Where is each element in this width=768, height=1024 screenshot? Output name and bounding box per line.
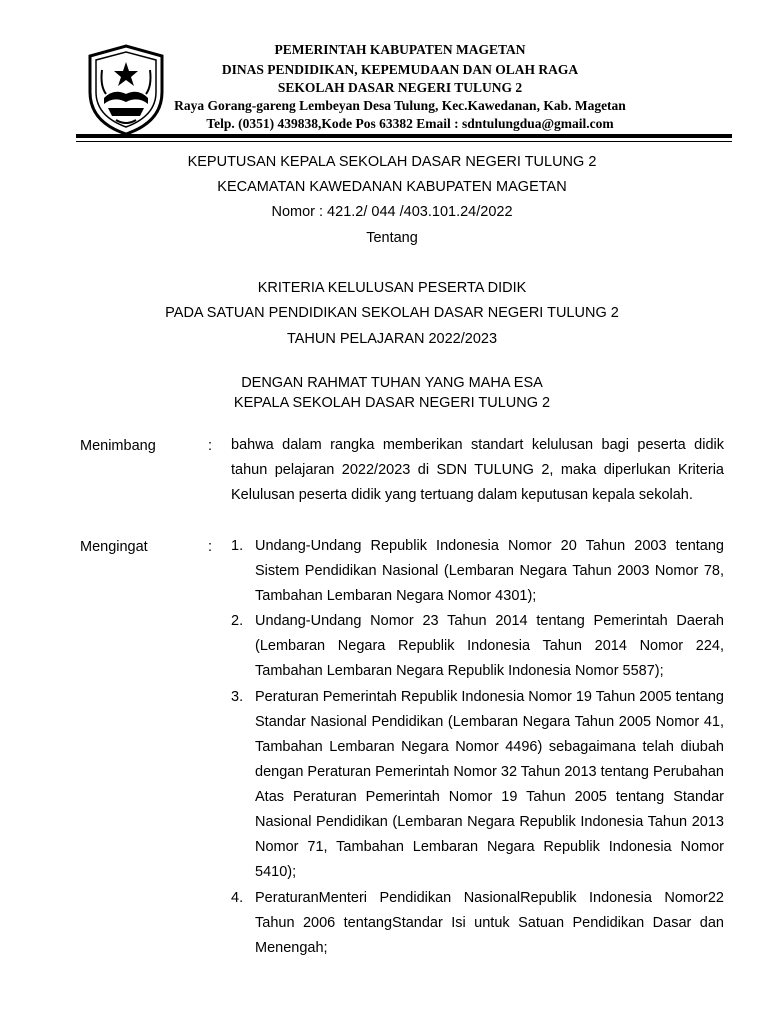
decree-about: Tentang — [366, 230, 418, 246]
decree-invocation: DENGAN RAHMAT TUHAN YANG MAHA ESA — [241, 375, 543, 391]
decree-academic-year: TAHUN PELAJARAN 2022/2023 — [286, 331, 498, 347]
mengingat-label: Mengingat — [80, 539, 148, 555]
list-item: Undang-Undang Nomor 23 Tahun 2014 tentang Pemerintah Daerah (Lembaran Negara Republik Indonesia Tahun 2014 Nomor 224, Tambahan Lembaran Negara Republik Indonesia Nomor 5587); — [255, 613, 724, 679]
list-item: PeraturanMenteri Pendidikan NasionalRepublik Indonesia Nomor22 Tahun 2006 tentangStandar Isi untuk Satuan Pendidikan Dasar dan Menengah; — [255, 890, 724, 956]
list-item-number: 2. — [231, 613, 244, 629]
letterhead-department: DINAS PENDIDIKAN, KEPEMUDAAN DAN OLAH RAGA — [221, 62, 579, 77]
letterhead-school: SEKOLAH DASAR NEGERI TULUNG 2 — [277, 80, 523, 95]
decree-number: Nomor : 421.2/ 044 /403.101.24/2022 — [271, 204, 513, 220]
letterhead-address: Raya Gorang-gareng Lembeyan Desa Tulung, Kec.Kawedanan, Kab. Magetan — [174, 98, 626, 113]
list-item-number: 3. — [231, 689, 244, 705]
menimbang-text: bahwa dalam rangka memberikan standart kelulusan bagi peserta didik tahun pelajaran 2022/2023 di SDN TULUNG 2, maka diperlukan Kriteria Kelulusan peserta didik yang tertuang dalam keputusan kepala sekolah. — [231, 437, 724, 503]
letterhead-divider-thin — [76, 141, 732, 142]
menimbang-label: Menimbang — [80, 438, 156, 454]
list-item-number: 4. — [231, 890, 244, 906]
letterhead-divider-thick — [76, 134, 732, 138]
mengingat-colon: : — [208, 539, 213, 555]
letterhead-contact: Telp. (0351) 439838,Kode Pos 63382 Email : sdntulungdua@gmail.com — [206, 116, 614, 131]
list-item: Peraturan Pemerintah Republik Indonesia Nomor 19 Tahun 2005 tentang Standar Nasional Pendidikan (Lembaran Negara Tahun 2005 Nomor 41, Tambahan Lembaran Negara Nomor 4496) sebagaimana telah diubah dengan Peraturan Pemerintah Nomor 32 Tahun 2013 tentang Perubahan Atas Peraturan Pemerintah Nomor 19 Tahun 2005 tentang Standar Nasional Pendidikan (Lembaran Negara Republik Indonesia Tahun 2013 Nomor 71, Tambahan Lembaran Negara Republik Indonesia Nomor 5410); — [255, 689, 724, 880]
list-item-number: 1. — [231, 538, 244, 554]
decree-subject: KRITERIA KELULUSAN PESERTA DIDIK — [257, 280, 527, 296]
decree-subject-unit: PADA SATUAN PENDIDIKAN SEKOLAH DASAR NEGERI TULUNG 2 — [165, 305, 619, 321]
list-item: Undang-Undang Republik Indonesia Nomor 20 Tahun 2003 tentang Sistem Pendidikan Nasional (Lembaran Negara Tahun 2003 Nomor 78, Tambahan Lembaran Negara Nomor 4301); — [255, 538, 724, 604]
letterhead-government: PEMERINTAH KABUPATEN MAGETAN — [274, 42, 526, 57]
decree-issuer: KEPALA SEKOLAH DASAR NEGERI TULUNG 2 — [233, 395, 551, 411]
menimbang-colon: : — [208, 438, 213, 454]
decree-title: KEPUTUSAN KEPALA SEKOLAH DASAR NEGERI TULUNG 2 — [187, 154, 597, 170]
decree-region: KECAMATAN KAWEDANAN KABUPATEN MAGETAN — [217, 179, 567, 195]
